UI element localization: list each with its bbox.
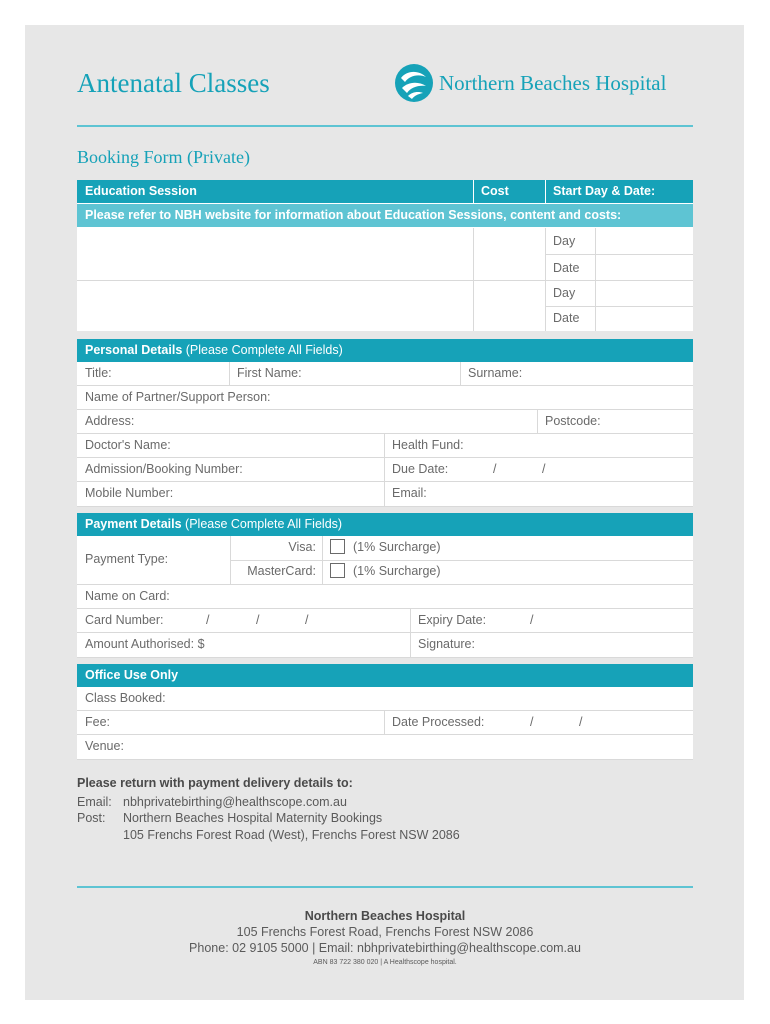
date-separator: / — [493, 462, 497, 476]
col-start-date: Start Day & Date: — [553, 184, 656, 198]
card-number-field[interactable]: Card Number: — [85, 613, 164, 627]
name-on-card-field[interactable]: Name on Card: — [85, 589, 170, 603]
footer-hospital-name: Northern Beaches Hospital — [304, 909, 466, 923]
doctor-field[interactable]: Doctor's Name: — [85, 438, 171, 452]
header-divider — [77, 125, 693, 127]
hospital-logo — [393, 62, 693, 104]
date-label: Date — [553, 261, 580, 275]
visa-label: Visa: — [288, 540, 316, 554]
payment-type-label: Payment Type: — [85, 552, 169, 566]
first-name-field[interactable]: First Name: — [237, 366, 302, 380]
row-payment-type — [77, 536, 693, 585]
address-field[interactable]: Address: — [85, 414, 135, 428]
personal-header-bar — [77, 339, 693, 362]
personal-heading-note: (Please Complete All Fields) — [182, 343, 343, 357]
office-heading: Office Use Only — [85, 668, 179, 682]
hospital-logo-icon — [393, 62, 435, 104]
card-separator: / — [206, 613, 210, 627]
return-post-line1: Northern Beaches Hospital Maternity Bookings — [123, 811, 383, 825]
visa-option[interactable] — [322, 536, 441, 560]
row-class-booked — [77, 687, 693, 711]
personal-heading: Personal Details — [85, 343, 183, 357]
visa-checkbox[interactable] — [330, 539, 345, 554]
day-label: Day — [553, 286, 576, 300]
amount-field[interactable]: Amount Authorised: $ — [85, 637, 205, 651]
title-field[interactable]: Title: — [85, 366, 112, 380]
date-separator: / — [542, 462, 546, 476]
education-note: Please refer to NBH website for information about Education Sessions, content and costs: — [85, 208, 622, 222]
card-separator: / — [256, 613, 260, 627]
admission-field[interactable]: Admission/Booking Number: — [85, 462, 243, 476]
mastercard-option[interactable] — [322, 560, 441, 584]
session-row-1b[interactable] — [77, 255, 693, 281]
education-session-table — [77, 180, 693, 331]
header-divider-date — [545, 180, 546, 203]
footer-divider — [77, 886, 693, 888]
payment-heading: Payment Details — [85, 517, 182, 531]
session-row-2[interactable] — [77, 281, 693, 306]
return-email-label: Email: — [77, 795, 112, 809]
education-note-bar — [77, 204, 693, 227]
date-separator: / — [579, 715, 583, 729]
payment-heading-note: (Please Complete All Fields) — [181, 517, 343, 531]
payment-details-table — [77, 513, 693, 658]
card-separator: / — [305, 613, 309, 627]
form-subtitle: Booking Form (Private) — [77, 147, 250, 167]
class-booked-field[interactable]: Class Booked: — [85, 691, 166, 705]
office-use-table — [77, 664, 693, 760]
row-names — [77, 362, 693, 386]
email-field[interactable]: Email: — [392, 486, 427, 500]
due-date-field[interactable]: Due Date: — [392, 462, 449, 476]
education-header-bar — [77, 180, 693, 203]
mastercard-label: MasterCard: — [247, 564, 316, 578]
session-row-2b[interactable] — [77, 307, 693, 331]
row-partner — [77, 386, 693, 410]
payment-header-bar — [77, 513, 693, 536]
expiry-field[interactable]: Expiry Date: — [418, 613, 487, 627]
col-education-session: Education Session — [85, 184, 197, 198]
footer-contact: Phone: 02 9105 5000 | Email: nbhprivatebirthing@healthscope.com.au — [189, 941, 581, 955]
signature-field[interactable]: Signature: — [418, 637, 475, 651]
postcode-field[interactable]: Postcode: — [545, 414, 601, 428]
col-cost: Cost — [481, 184, 509, 198]
footer-abn: ABN 83 722 380 020 | A Healthscope hospital. — [313, 959, 457, 966]
day-label: Day — [553, 234, 576, 248]
date-processed-field[interactable]: Date Processed: — [392, 715, 485, 729]
date-label: Date — [553, 311, 580, 325]
row-doctor — [77, 434, 693, 458]
fee-field[interactable]: Fee: — [85, 715, 111, 729]
surname-field[interactable]: Surname: — [468, 366, 523, 380]
row-amount — [77, 633, 693, 658]
row-address — [77, 410, 693, 434]
visa-surcharge: (1% Surcharge) — [353, 540, 441, 554]
partner-field[interactable]: Name of Partner/Support Person: — [85, 390, 271, 404]
logo-text: Northern Beaches Hospital — [439, 70, 667, 95]
mastercard-checkbox[interactable] — [330, 563, 345, 578]
row-card-number — [77, 609, 693, 633]
date-separator: / — [530, 715, 534, 729]
personal-details-table — [77, 339, 693, 507]
mastercard-surcharge: (1% Surcharge) — [353, 564, 441, 578]
venue-field[interactable]: Venue: — [85, 739, 124, 753]
footer-address: 105 Frenchs Forest Road, Frenchs Forest NSW 2086 — [236, 925, 534, 939]
return-heading: Please return with payment delivery details to: — [77, 776, 353, 790]
header-divider-cost — [473, 180, 474, 203]
row-name-on-card — [77, 585, 693, 609]
return-email[interactable]: nbhprivatebirthing@healthscope.com.au — [123, 795, 347, 809]
page-title: Antenatal Classes — [77, 68, 270, 98]
office-header-bar — [77, 664, 693, 687]
row-mobile — [77, 482, 693, 507]
return-post-label: Post: — [77, 811, 106, 825]
health-fund-field[interactable]: Health Fund: — [392, 438, 464, 452]
session-row-1[interactable] — [77, 228, 693, 254]
expiry-separator: / — [530, 613, 534, 627]
return-post-line2: 105 Frenchs Forest Road (West), Frenchs Forest NSW 2086 — [123, 828, 460, 842]
mobile-field[interactable]: Mobile Number: — [85, 486, 174, 500]
row-venue — [77, 735, 693, 760]
row-fee — [77, 711, 693, 735]
row-admission — [77, 458, 693, 482]
